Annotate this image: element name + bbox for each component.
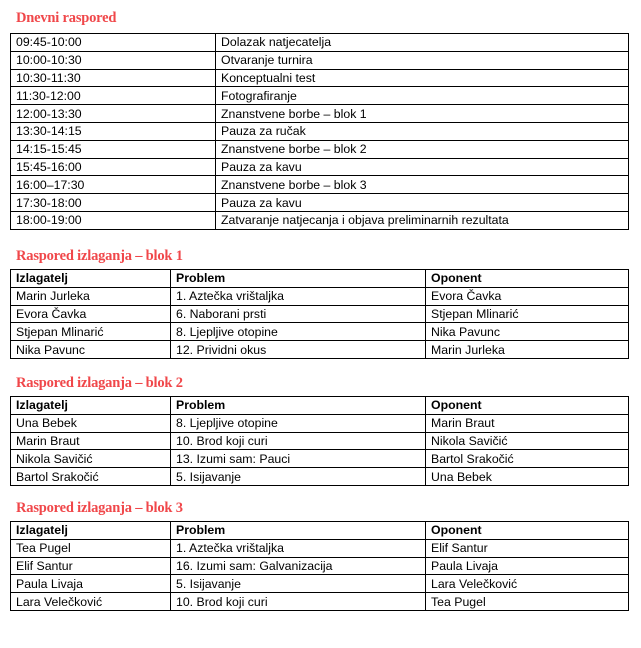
- problem-cell: 8. Ljepljive otopine: [171, 414, 426, 432]
- presenter-cell: Stjepan Mlinarić: [11, 323, 171, 341]
- presenter-cell: Bartol Srakočić: [11, 468, 171, 486]
- presenter-cell: Evora Čavka: [11, 305, 171, 323]
- table-row: [11, 468, 629, 486]
- header-opponent: Oponent: [426, 522, 629, 540]
- table-row: [11, 414, 629, 432]
- opponent-cell: Una Bebek: [426, 468, 629, 486]
- table-row: [11, 557, 629, 575]
- schedule-time: 16:00–17:30: [11, 176, 216, 194]
- problem-cell: 10. Brod koji curi: [171, 593, 426, 611]
- schedule-event: Znanstvene borbe – blok 2: [216, 140, 629, 158]
- schedule-time: 13:30-14:15: [11, 122, 216, 140]
- schedule-event: Pauza za ručak: [216, 122, 629, 140]
- block-1-table: [10, 269, 629, 359]
- schedule-row: [11, 51, 629, 69]
- problem-cell: 1. Aztečka vrištaljka: [171, 539, 426, 557]
- schedule-time: 18:00-19:00: [11, 211, 216, 229]
- problem-cell: 1. Aztečka vrištaljka: [171, 287, 426, 305]
- block-1-title: Raspored izlaganja – blok 1: [16, 248, 183, 264]
- table-row: [11, 323, 629, 341]
- header-problem: Problem: [171, 270, 426, 288]
- opponent-cell: Nikola Savičić: [426, 432, 629, 450]
- header-problem: Problem: [171, 397, 426, 415]
- schedule-time: 10:30-11:30: [11, 69, 216, 87]
- problem-cell: 8. Ljepljive otopine: [171, 323, 426, 341]
- schedule-row: [11, 122, 629, 140]
- schedule-row: [11, 176, 629, 194]
- schedule-time: 12:00-13:30: [11, 105, 216, 123]
- presenter-cell: Tea Pugel: [11, 539, 171, 557]
- table-row: [11, 305, 629, 323]
- opponent-cell: Tea Pugel: [426, 593, 629, 611]
- schedule-time: 10:00-10:30: [11, 51, 216, 69]
- opponent-cell: Elif Santur: [426, 539, 629, 557]
- schedule-event: Pauza za kavu: [216, 194, 629, 212]
- schedule-event: Znanstvene borbe – blok 3: [216, 176, 629, 194]
- schedule-row: [11, 69, 629, 87]
- block-2-table: [10, 396, 629, 486]
- block-2-title: Raspored izlaganja – blok 2: [16, 375, 183, 391]
- schedule-time: 15:45-16:00: [11, 158, 216, 176]
- schedule-row: [11, 87, 629, 105]
- daily-schedule-title: Dnevni raspored: [16, 10, 117, 26]
- problem-cell: 10. Brod koji curi: [171, 432, 426, 450]
- opponent-cell: Stjepan Mlinarić: [426, 305, 629, 323]
- presenter-cell: Nika Pavunc: [11, 341, 171, 359]
- block-3-title: Raspored izlaganja – blok 3: [16, 500, 183, 516]
- schedule-event: Zatvaranje natjecanja i objava preliminarnih rezultata: [216, 211, 629, 229]
- table-header-row: [11, 270, 629, 288]
- problem-cell: 5. Isijavanje: [171, 575, 426, 593]
- daily-schedule-table: [10, 33, 629, 230]
- problem-cell: 12. Prividni okus: [171, 341, 426, 359]
- opponent-cell: Nika Pavunc: [426, 323, 629, 341]
- schedule-event: Pauza za kavu: [216, 158, 629, 176]
- table-row: [11, 341, 629, 359]
- schedule-time: 09:45-10:00: [11, 34, 216, 52]
- header-opponent: Oponent: [426, 270, 629, 288]
- schedule-event: Dolazak natjecatelja: [216, 34, 629, 52]
- table-row: [11, 593, 629, 611]
- header-opponent: Oponent: [426, 397, 629, 415]
- presenter-cell: Lara Velečković: [11, 593, 171, 611]
- opponent-cell: Bartol Srakočić: [426, 450, 629, 468]
- opponent-cell: Paula Livaja: [426, 557, 629, 575]
- schedule-row: [11, 140, 629, 158]
- table-row: [11, 575, 629, 593]
- schedule-event: Konceptualni test: [216, 69, 629, 87]
- table-header-row: [11, 397, 629, 415]
- opponent-cell: Lara Velečković: [426, 575, 629, 593]
- schedule-row: [11, 158, 629, 176]
- schedule-time: 11:30-12:00: [11, 87, 216, 105]
- presenter-cell: Nikola Savičić: [11, 450, 171, 468]
- presenter-cell: Paula Livaja: [11, 575, 171, 593]
- schedule-row: [11, 105, 629, 123]
- table-row: [11, 539, 629, 557]
- presenter-cell: Elif Santur: [11, 557, 171, 575]
- schedule-time: 14:15-15:45: [11, 140, 216, 158]
- schedule-row: [11, 194, 629, 212]
- schedule-event: Fotografiranje: [216, 87, 629, 105]
- table-row: [11, 432, 629, 450]
- header-presenter: Izlagatelj: [11, 270, 171, 288]
- schedule-event: Otvaranje turnira: [216, 51, 629, 69]
- schedule-row: [11, 211, 629, 229]
- problem-cell: 5. Isijavanje: [171, 468, 426, 486]
- presenter-cell: Marin Braut: [11, 432, 171, 450]
- block-3-table: [10, 521, 629, 611]
- opponent-cell: Marin Braut: [426, 414, 629, 432]
- problem-cell: 13. Izumi sam: Pauci: [171, 450, 426, 468]
- table-header-row: [11, 522, 629, 540]
- header-presenter: Izlagatelj: [11, 397, 171, 415]
- header-problem: Problem: [171, 522, 426, 540]
- schedule-event: Znanstvene borbe – blok 1: [216, 105, 629, 123]
- schedule-row: [11, 34, 629, 52]
- opponent-cell: Marin Jurleka: [426, 341, 629, 359]
- presenter-cell: Marin Jurleka: [11, 287, 171, 305]
- opponent-cell: Evora Čavka: [426, 287, 629, 305]
- schedule-time: 17:30-18:00: [11, 194, 216, 212]
- problem-cell: 6. Naborani prsti: [171, 305, 426, 323]
- presenter-cell: Una Bebek: [11, 414, 171, 432]
- table-row: [11, 287, 629, 305]
- problem-cell: 16. Izumi sam: Galvanizacija: [171, 557, 426, 575]
- table-row: [11, 450, 629, 468]
- header-presenter: Izlagatelj: [11, 522, 171, 540]
